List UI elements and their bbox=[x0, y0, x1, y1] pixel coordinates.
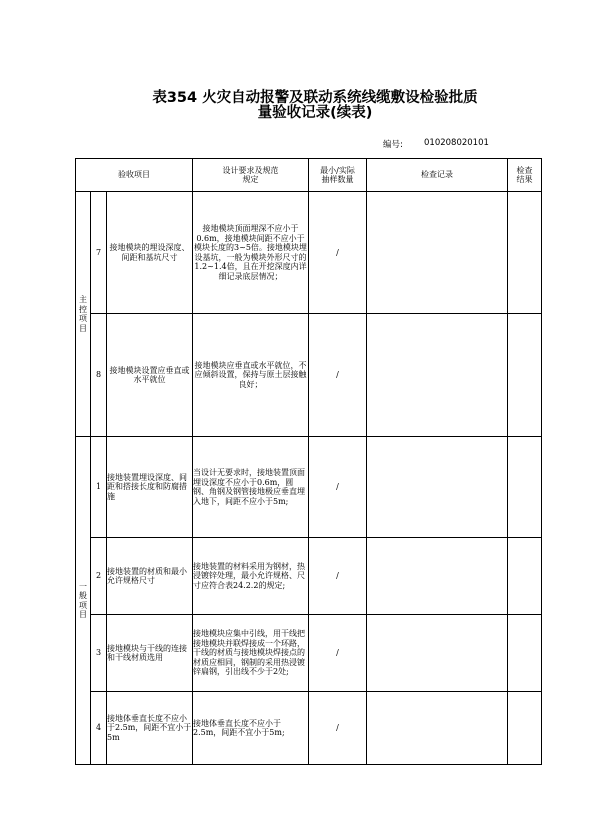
serial-label: 编号: bbox=[383, 140, 403, 150]
check-record-cell[interactable] bbox=[367, 192, 508, 314]
sample-count: / bbox=[309, 692, 367, 765]
check-result-cell[interactable] bbox=[508, 692, 542, 765]
table-row bbox=[76, 692, 542, 765]
row-number: 7 bbox=[91, 192, 107, 314]
title-line-2: 量验收记录(续表) bbox=[257, 105, 373, 121]
item-name: 接地装置的材质和最小允许规格尺寸 bbox=[107, 538, 193, 615]
item-name: 接地模块设置应垂直或水平就位 bbox=[107, 314, 193, 437]
table-row bbox=[76, 538, 542, 615]
row-number: 4 bbox=[91, 692, 107, 765]
header-check-record: 检查记录 bbox=[367, 159, 508, 192]
row-number: 8 bbox=[91, 314, 107, 437]
table-row bbox=[76, 314, 542, 437]
row-number: 1 bbox=[91, 437, 107, 538]
requirement-text: 接地模块应集中引线，用干线把接地模块并联焊接成一个环路，干线的材质与接地模块焊接点的材质应相同，钢制的采用热浸镀锌扁钢，引出线不少于2处; bbox=[193, 615, 309, 692]
requirement-text: 接地装置的材料采用为钢材，热浸镀锌处理，最小允许规格、尺寸应符合表24.2.2的规定; bbox=[193, 538, 309, 615]
check-record-cell[interactable] bbox=[367, 314, 508, 437]
header-check-result: 检查结果 bbox=[508, 159, 542, 192]
table-row bbox=[76, 615, 542, 692]
item-name: 接地体垂直长度不应小于2.5m，间距不宜小于5m bbox=[107, 692, 193, 765]
check-record-cell[interactable] bbox=[367, 538, 508, 615]
sample-count: / bbox=[309, 192, 367, 314]
item-name: 接地模块与干线的连接和干线材质选用 bbox=[107, 615, 193, 692]
check-result-cell[interactable] bbox=[508, 615, 542, 692]
table-row bbox=[76, 437, 542, 538]
serial-number: 010208020101 bbox=[424, 138, 489, 148]
check-result-cell[interactable] bbox=[508, 192, 542, 314]
requirement-text: 接地体垂直长度不应小于2.5m，间距不宜小于5m; bbox=[193, 692, 309, 765]
item-name: 接地装置埋设深度、间距和搭接长度和防腐措施 bbox=[107, 437, 193, 538]
table-row bbox=[76, 192, 542, 314]
requirement-text: 当设计无要求时，接地装置顶面埋设深度不应小于0.6m，圆钢、角钢及钢管接地极应垂直埋入地下，间距不应小于5m; bbox=[193, 437, 309, 538]
item-name: 接地模块的埋设深度、间距和基坑尺寸 bbox=[107, 192, 193, 314]
sample-count: / bbox=[309, 615, 367, 692]
check-result-cell[interactable] bbox=[508, 437, 542, 538]
check-result-cell[interactable] bbox=[508, 314, 542, 437]
main-section-label: 主控项目 bbox=[76, 192, 91, 437]
check-result-cell[interactable] bbox=[508, 538, 542, 615]
table-header-row bbox=[76, 159, 542, 192]
inspection-table bbox=[75, 158, 542, 765]
header-item: 验收项目 bbox=[76, 159, 193, 192]
sample-count: / bbox=[309, 437, 367, 538]
requirement-text: 接地模块顶面埋深不应小于0.6m，接地模块间距不应小于模块长度的3~5倍。接地模块埋设基坑，一般为模块外形尺寸的1.2~1.4倍，且在开挖深度内详细记录底层情况； bbox=[193, 192, 309, 314]
requirement-text: 接地模块应垂直或水平就位，不应倾斜设置，保持与原土层接触良好； bbox=[193, 314, 309, 437]
row-number: 2 bbox=[91, 538, 107, 615]
sample-count: / bbox=[309, 538, 367, 615]
check-record-cell[interactable] bbox=[367, 615, 508, 692]
check-record-cell[interactable] bbox=[367, 437, 508, 538]
page-title bbox=[80, 91, 550, 121]
header-sample-count: 最小/实际抽样数量 bbox=[309, 159, 367, 192]
sample-count: / bbox=[309, 314, 367, 437]
check-record-cell[interactable] bbox=[367, 692, 508, 765]
header-requirement: 设计要求及规范规定 bbox=[193, 159, 309, 192]
row-number: 3 bbox=[91, 615, 107, 692]
general-section-label: 一般项目 bbox=[76, 437, 91, 765]
title-line-1: 表354 火灾自动报警及联动系统线缆敷设检验批质 bbox=[152, 90, 478, 106]
